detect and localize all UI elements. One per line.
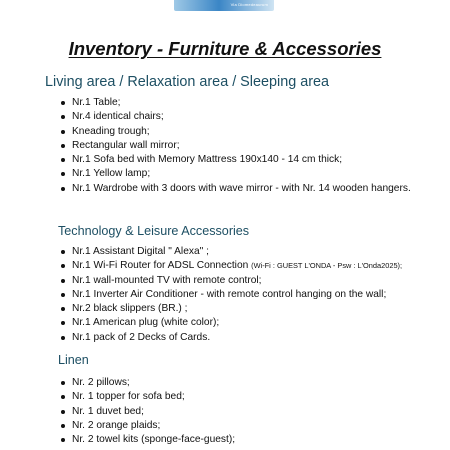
- wifi-credentials-note: (Wi-Fi : GUEST L'ONDA - Psw : L'Onda2025);: [251, 261, 403, 271]
- list-item: Rectangular wall mirror;: [58, 139, 438, 153]
- list-item: Nr.1 Sofa bed with Memory Mattress 190x140 - 14 cm thick;: [58, 153, 438, 167]
- page-title: Inventory - Furniture & Accessories: [68, 38, 382, 59]
- list-item: Nr. 2 pillows;: [58, 376, 438, 390]
- technology-list: [58, 245, 438, 345]
- list-item: Nr.1 pack of 2 Decks of Cards.: [58, 331, 438, 345]
- list-item: Nr.1 Table;: [58, 96, 438, 110]
- section-heading-living-area: Living area / Relaxation area / Sleeping area: [45, 74, 329, 90]
- list-item: [58, 259, 438, 273]
- logo: [174, 0, 274, 11]
- section-heading-technology: Technology & Leisure Accessories: [58, 224, 250, 238]
- list-item: Nr. 1 topper for sofa bed;: [58, 390, 438, 404]
- list-item: Nr.1 Assistant Digital " Alexa" ;: [58, 245, 438, 259]
- section-heading-linen: Linen: [58, 353, 89, 367]
- living-area-list: [58, 96, 438, 196]
- linen-list: [58, 376, 438, 447]
- list-item: Nr.1 Yellow lamp;: [58, 167, 438, 181]
- list-item: Nr. 1 duvet bed;: [58, 405, 438, 419]
- list-item: Nr. 2 towel kits (sponge-face-guest);: [58, 433, 438, 447]
- list-item: Nr.1 Inverter Air Conditioner - with remote control hanging on the wall;: [58, 288, 438, 302]
- list-item: Nr.1 American plug (white color);: [58, 316, 438, 330]
- logo-text: Via Diomedeaurum: [230, 2, 268, 7]
- list-item: Kneading trough;: [58, 125, 438, 139]
- wifi-router-text: Nr.1 Wi-Fi Router for ADSL Connection: [72, 260, 249, 272]
- list-item: Nr.2 black slippers (BR.) ;: [58, 302, 438, 316]
- list-item: Nr.4 identical chairs;: [58, 110, 438, 124]
- list-item: Nr.1 wall-mounted TV with remote control;: [58, 274, 438, 288]
- list-item: Nr.1 Wardrobe with 3 doors with wave mirror - with Nr. 14 wooden hangers.: [58, 182, 438, 196]
- list-item: Nr. 2 orange plaids;: [58, 419, 438, 433]
